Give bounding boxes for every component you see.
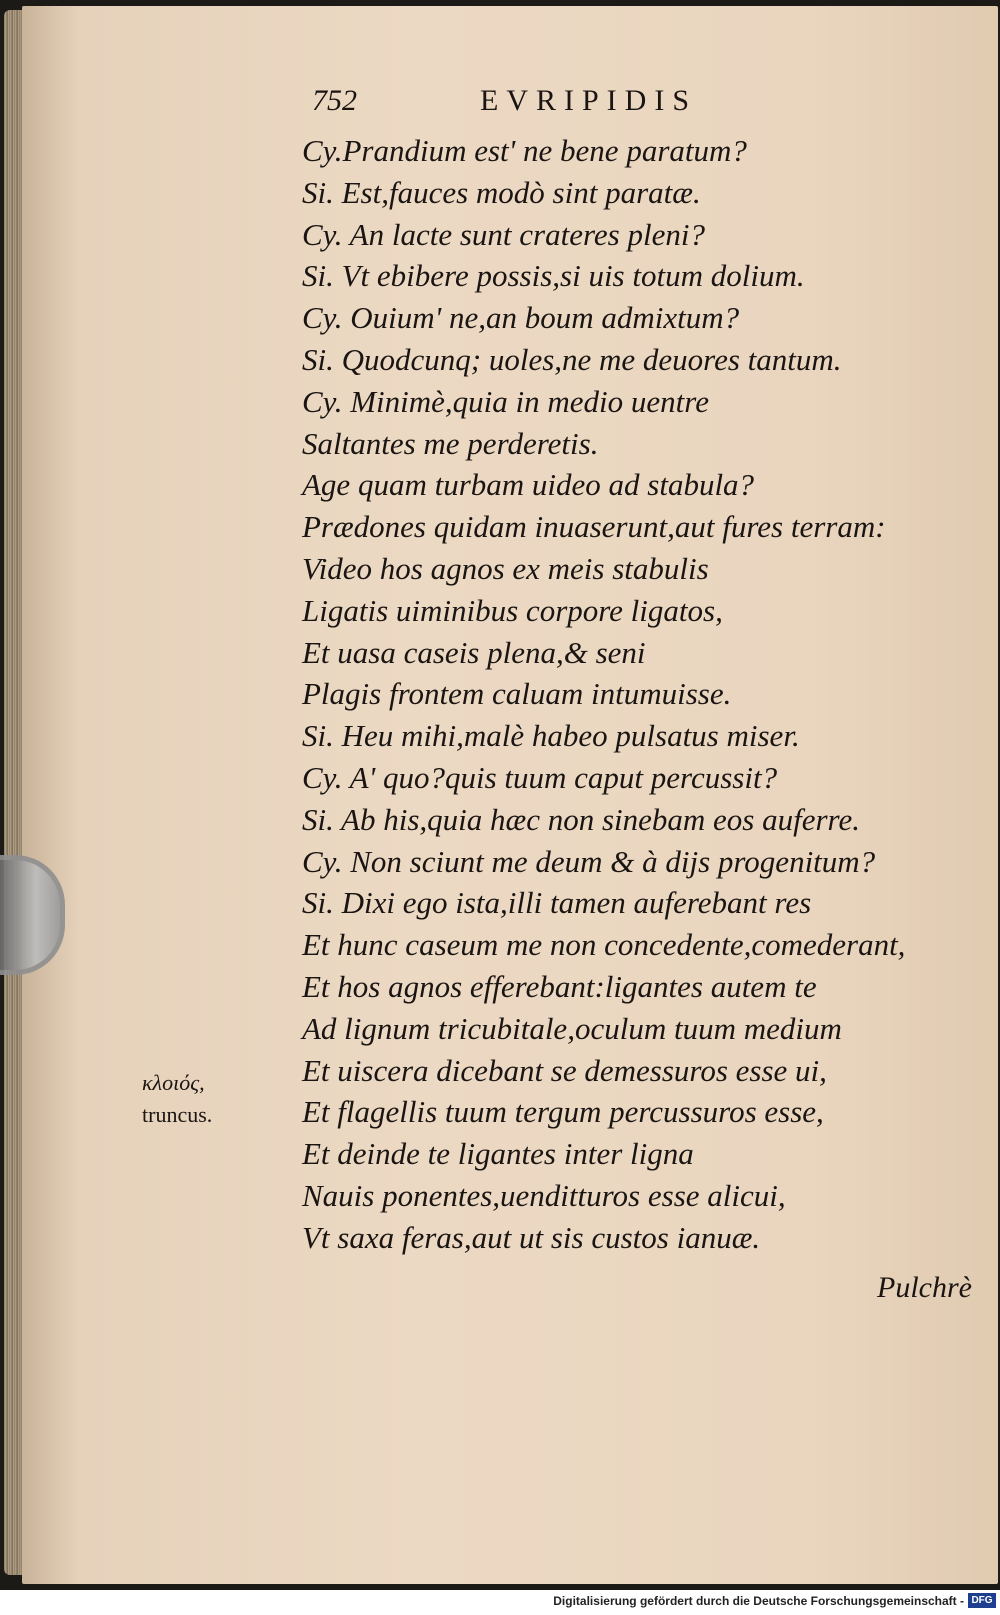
verse-line: Prædones quidam inuaserunt,aut fures terram: xyxy=(302,509,886,545)
marginal-gloss-greek: κλοιός, xyxy=(142,1070,205,1095)
catchword: Pulchrè xyxy=(877,1271,972,1304)
page-header xyxy=(312,84,792,124)
verse-line: Vt saxa feras,aut ut sis custos ianuæ. xyxy=(302,1219,761,1255)
verse-line: Et uasa caseis plena,& seni xyxy=(302,634,646,670)
verse-line: Si. Quodcunq; uoles,ne me deuores tantum. xyxy=(302,341,842,377)
book-page xyxy=(22,6,998,1584)
verse-line: Cy.Prandium est' ne bene paratum? xyxy=(302,133,747,168)
verse-line: Et flagellis tuum tergum percussuros esse, xyxy=(302,1094,824,1130)
verse-line: Si. Vt ebibere possis,si uis totum dolium. xyxy=(302,258,805,294)
verse-line: Si. Ab his,quia hæc non sinebam eos auferre. xyxy=(302,801,860,837)
page-number: 752 xyxy=(312,84,357,117)
verse-line: Cy. Ouium' ne,an boum admixtum? xyxy=(302,300,740,336)
verse-line: Si. Dixi ego ista,illi tamen auferebant res xyxy=(302,885,812,921)
running-head: EVRIPIDIS xyxy=(480,84,698,117)
verse-line: Si. Heu mihi,malè habeo pulsatus miser. xyxy=(302,718,800,754)
verse-line: Et hos agnos efferebant:ligantes autem te xyxy=(302,968,817,1004)
verse-line: Cy. A' quo?quis tuum caput percussit? xyxy=(302,759,778,795)
verse-line: Cy. Non sciunt me deum & à dijs progenitum? xyxy=(302,843,876,879)
verse-line: Et uiscera dicebant se demessuros esse ui, xyxy=(302,1052,827,1088)
marginal-gloss-latin: truncus. xyxy=(142,1102,213,1127)
verse-text xyxy=(302,130,942,1259)
verse-line: Ligatis uiminibus corpore ligatos, xyxy=(302,592,723,628)
dfg-logo-icon: DFG xyxy=(968,1593,996,1608)
verse-line: Et hunc caseum me non concedente,comederant, xyxy=(302,927,906,963)
verse-line: Si. Est,fauces modò sint paratæ. xyxy=(302,174,701,210)
verse-line: Et deinde te ligantes inter ligna xyxy=(302,1136,694,1172)
verse-line: Ad lignum tricubitale,oculum tuum medium xyxy=(302,1010,842,1046)
verse-line: Cy. Minimè,quia in medio uentre xyxy=(302,383,709,419)
verse-line: Video hos agnos ex meis stabulis xyxy=(302,550,709,586)
footer-credit: Digitalisierung gefördert durch die Deutsche Forschungsgemeinschaft - xyxy=(553,1594,964,1608)
verse-line: Plagis frontem caluam intumuisse. xyxy=(302,676,732,712)
verse-line: Cy. An lacte sunt crateres pleni? xyxy=(302,216,705,252)
verse-line: Nauis ponentes,uenditturos esse alicui, xyxy=(302,1177,786,1213)
verse-line: Saltantes me perderetis. xyxy=(302,425,599,461)
footer-bar xyxy=(0,1590,1000,1615)
verse-line: Age quam turbam uideo ad stabula? xyxy=(302,467,755,503)
